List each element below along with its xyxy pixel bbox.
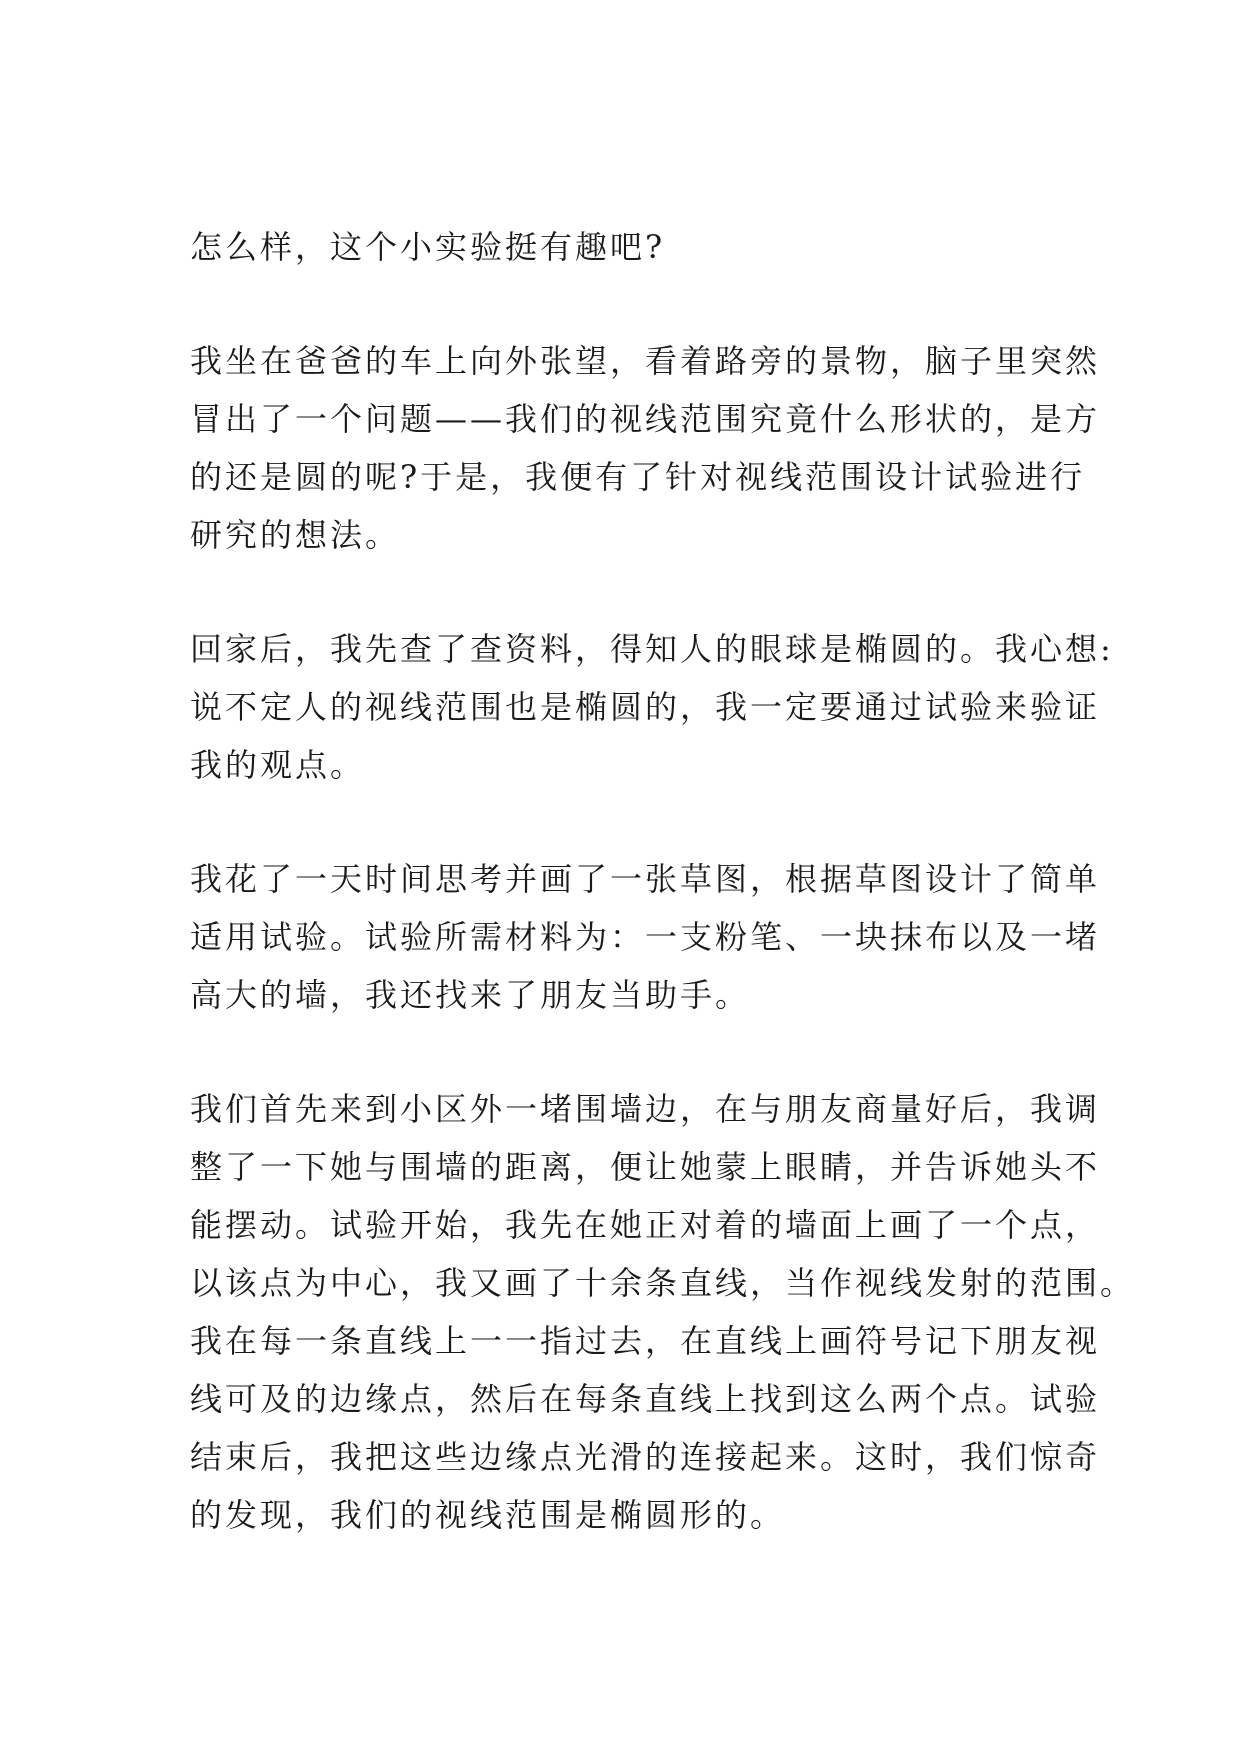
text-line: 冒出了一个问题——我们的视线范围究竟什么形状的，是方 bbox=[190, 400, 1101, 438]
text-line: 我花了一天时间思考并画了一张草图，根据草图设计了简单 bbox=[190, 860, 1101, 898]
paragraph-4 bbox=[190, 850, 1101, 1024]
text-line: 高大的墙，我还找来了朋友当助手。 bbox=[190, 976, 751, 1014]
paragraph-5 bbox=[190, 1080, 1136, 1544]
text-line: 的发现，我们的视线范围是椭圆形的。 bbox=[190, 1496, 786, 1534]
text-line: 适用试验。试验所需材料为：一支粉笔、一块抹布以及一堵 bbox=[190, 918, 1101, 956]
document-body bbox=[190, 218, 1136, 1600]
text-line: 我坐在爸爸的车上向外张望，看着路旁的景物，脑子里突然 bbox=[190, 342, 1101, 380]
text-line: 怎么样，这个小实验挺有趣吧? bbox=[190, 228, 666, 266]
text-line: 的还是圆的呢?于是，我便有了针对视线范围设计试验进行 bbox=[190, 458, 1086, 496]
text-line: 回家后，我先查了查资料，得知人的眼球是椭圆的。我心想: bbox=[190, 630, 1114, 668]
paragraph-3 bbox=[190, 620, 1114, 794]
text-line: 我的观点。 bbox=[190, 746, 366, 784]
paragraph-1 bbox=[190, 218, 1060, 276]
text-line: 我在每一条直线上一一指过去，在直线上画符号记下朋友视 bbox=[190, 1322, 1101, 1360]
text-line: 结束后，我把这些边缘点光滑的连接起来。这时，我们惊奇 bbox=[190, 1438, 1101, 1476]
text-line: 线可及的边缘点，然后在每条直线上找到这么两个点。试验 bbox=[190, 1380, 1101, 1418]
paragraph-2 bbox=[190, 332, 1101, 564]
text-line: 以该点为中心，我又画了十余条直线，当作视线发射的范围。 bbox=[190, 1264, 1136, 1302]
text-line: 整了一下她与围墙的距离，便让她蒙上眼睛，并告诉她头不 bbox=[190, 1148, 1101, 1186]
text-line: 我们首先来到小区外一堵围墙边，在与朋友商量好后，我调 bbox=[190, 1090, 1101, 1128]
text-line: 能摆动。试验开始，我先在她正对着的墙面上画了一个点， bbox=[190, 1206, 1101, 1244]
text-line: 说不定人的视线范围也是椭圆的，我一定要通过试验来验证 bbox=[190, 688, 1101, 726]
text-line: 研究的想法。 bbox=[190, 516, 401, 554]
